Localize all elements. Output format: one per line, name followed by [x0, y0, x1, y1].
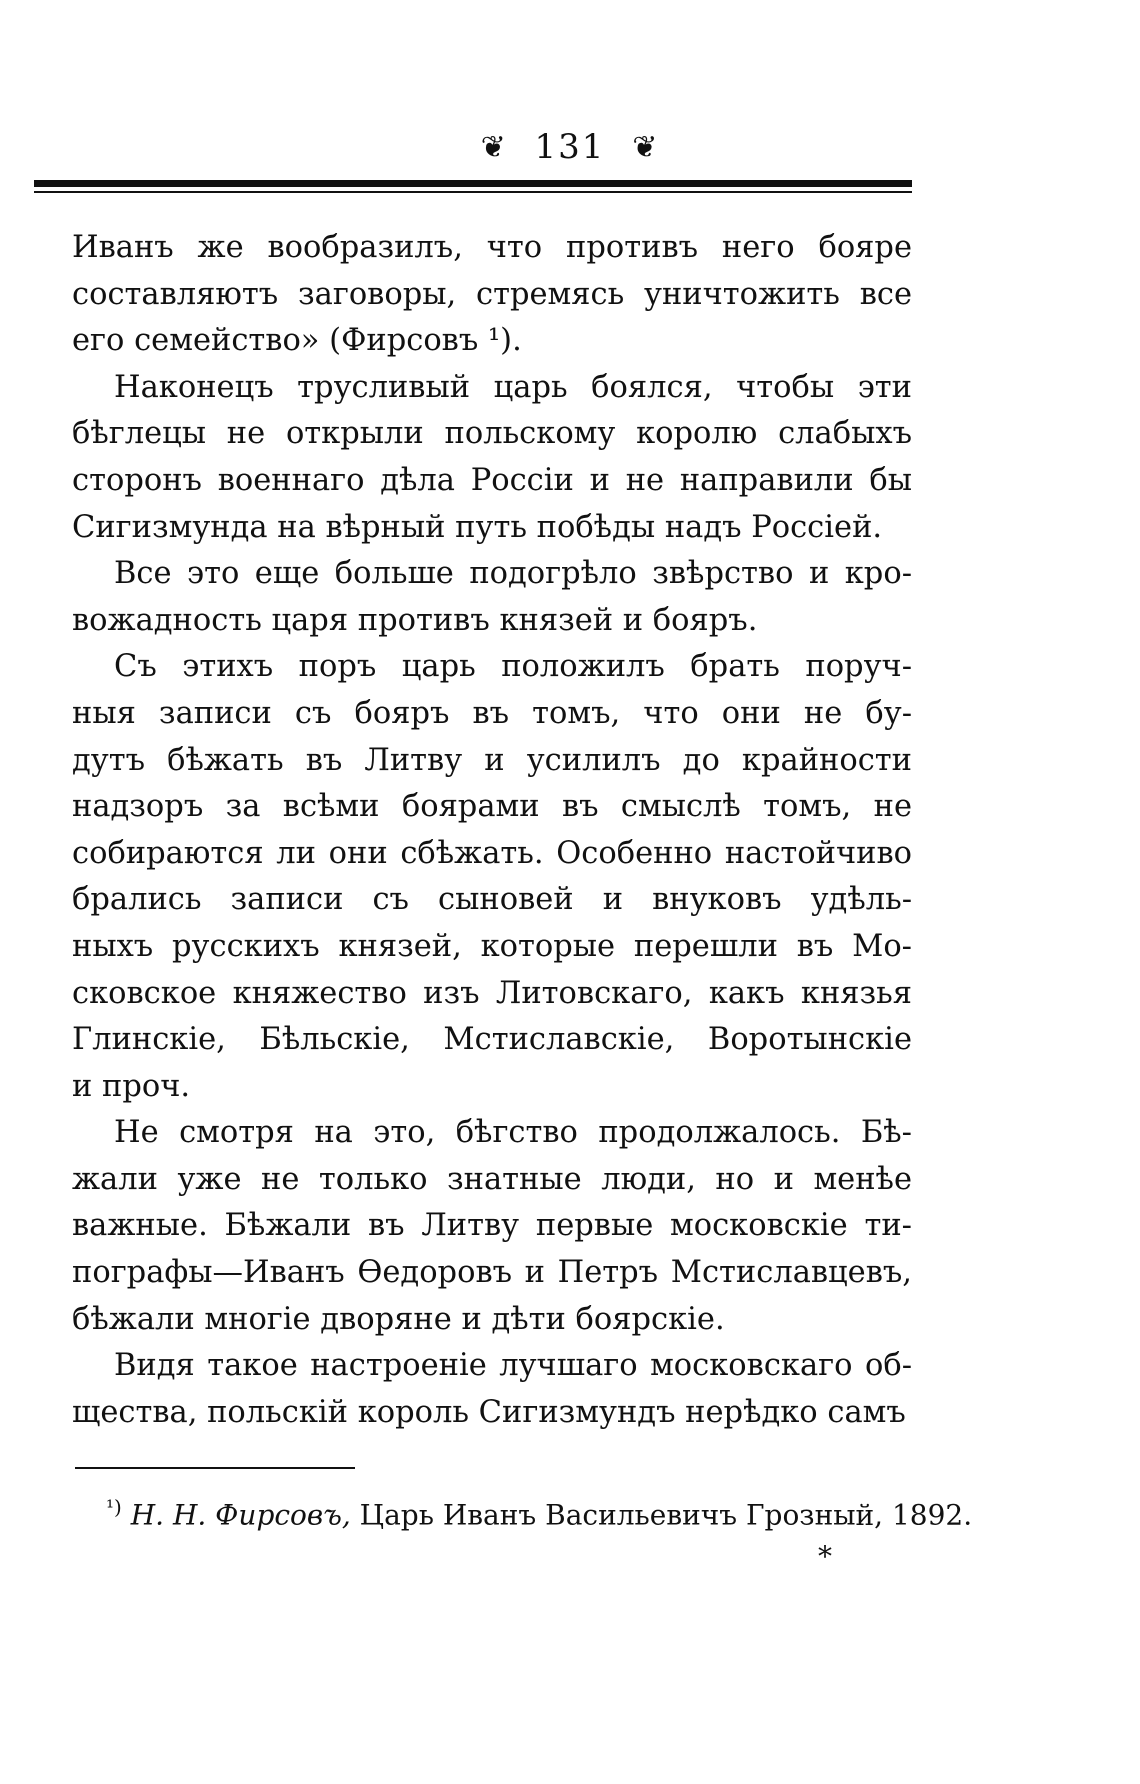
text-line: надзоръ за всѣми боярами въ смыслѣ томъ, не: [72, 789, 912, 825]
footnote-text: Царь Иванъ Васильевичъ Грозный, 1892.: [350, 1498, 973, 1532]
text-line: и проч.: [72, 1068, 191, 1104]
footnote-author: Н. Н. Фирсовъ,: [130, 1498, 351, 1532]
text-line: собираются ли они сбѣжать. Особенно настойчиво: [72, 835, 912, 871]
body-text: [72, 225, 912, 1436]
text-line: сторонъ военнаго дѣла Россiи и не направили бы: [72, 462, 912, 498]
ornament-left-icon: ❦: [480, 129, 508, 165]
text-line: пографы—Иванъ Ѳедоровъ и Петръ Мстиславцевъ,: [72, 1255, 912, 1291]
page-number: 131: [534, 127, 606, 167]
text-line: Съ этихъ поръ царь положилъ брать поруч-: [114, 649, 912, 685]
ornament-right-icon: ❦: [632, 129, 660, 165]
footnote-rule: [75, 1467, 355, 1469]
text-line: бѣглецы не открыли польскому королю слабыхъ: [72, 416, 912, 452]
text-line: составляютъ заговоры, стремясь уничтожить все: [72, 276, 912, 312]
text-line: Все это еще больше подогрѣло звѣрство и кро-: [114, 556, 912, 592]
header-rule-thin: [34, 191, 912, 193]
page-header: [0, 125, 1140, 167]
text-line: Иванъ же вообразилъ, что противъ него бояре: [72, 230, 912, 265]
text-line: сковское княжество изъ Литовскаго, какъ князья: [72, 975, 912, 1011]
text-line: дутъ бѣжать въ Литву и усилилъ до крайности: [72, 742, 912, 778]
text-line: Не смотря на это, бѣгство продолжалось. Бѣ-: [114, 1115, 912, 1151]
text-line: Сигизмунда на вѣрный путь побѣды надъ Россiей.: [72, 509, 883, 545]
text-line: важные. Бѣжали въ Литву первые московскiе ти-: [72, 1208, 912, 1244]
text-line: щества, польскiй король Сигизмундъ нерѣдко самъ: [72, 1394, 906, 1430]
header-rule-thick: [34, 180, 912, 187]
text-line: брались записи съ сыновей и внуковъ удѣль-: [72, 882, 912, 918]
text-line: жали уже не только знатные люди, но и менѣе: [72, 1161, 912, 1197]
text-line: вожадность царя противъ князей и бояръ.: [72, 602, 758, 638]
text-line: его семейство» (Фирсовъ ¹).: [72, 323, 522, 359]
text-line: ныхъ русскихъ князей, которые перешли въ Мо-: [72, 928, 912, 964]
footnote-mark: ¹): [106, 1495, 122, 1519]
text-line: Видя такое настроенiе лучшаго московскаго об-: [114, 1348, 912, 1384]
footnote: [106, 1487, 973, 1535]
text-line: Наконецъ трусливый царь боялся, чтобы эти: [114, 369, 912, 405]
text-line: ныя записи съ бояръ въ томъ, что они не бу-: [72, 695, 912, 731]
text-line: бѣжали многiе дворяне и дѣти боярскiе.: [72, 1301, 725, 1337]
text-line: Глинскiе, Бѣльскiе, Мстиславскiе, Воротынскiе: [72, 1022, 912, 1058]
signature-mark: *: [818, 1540, 832, 1573]
